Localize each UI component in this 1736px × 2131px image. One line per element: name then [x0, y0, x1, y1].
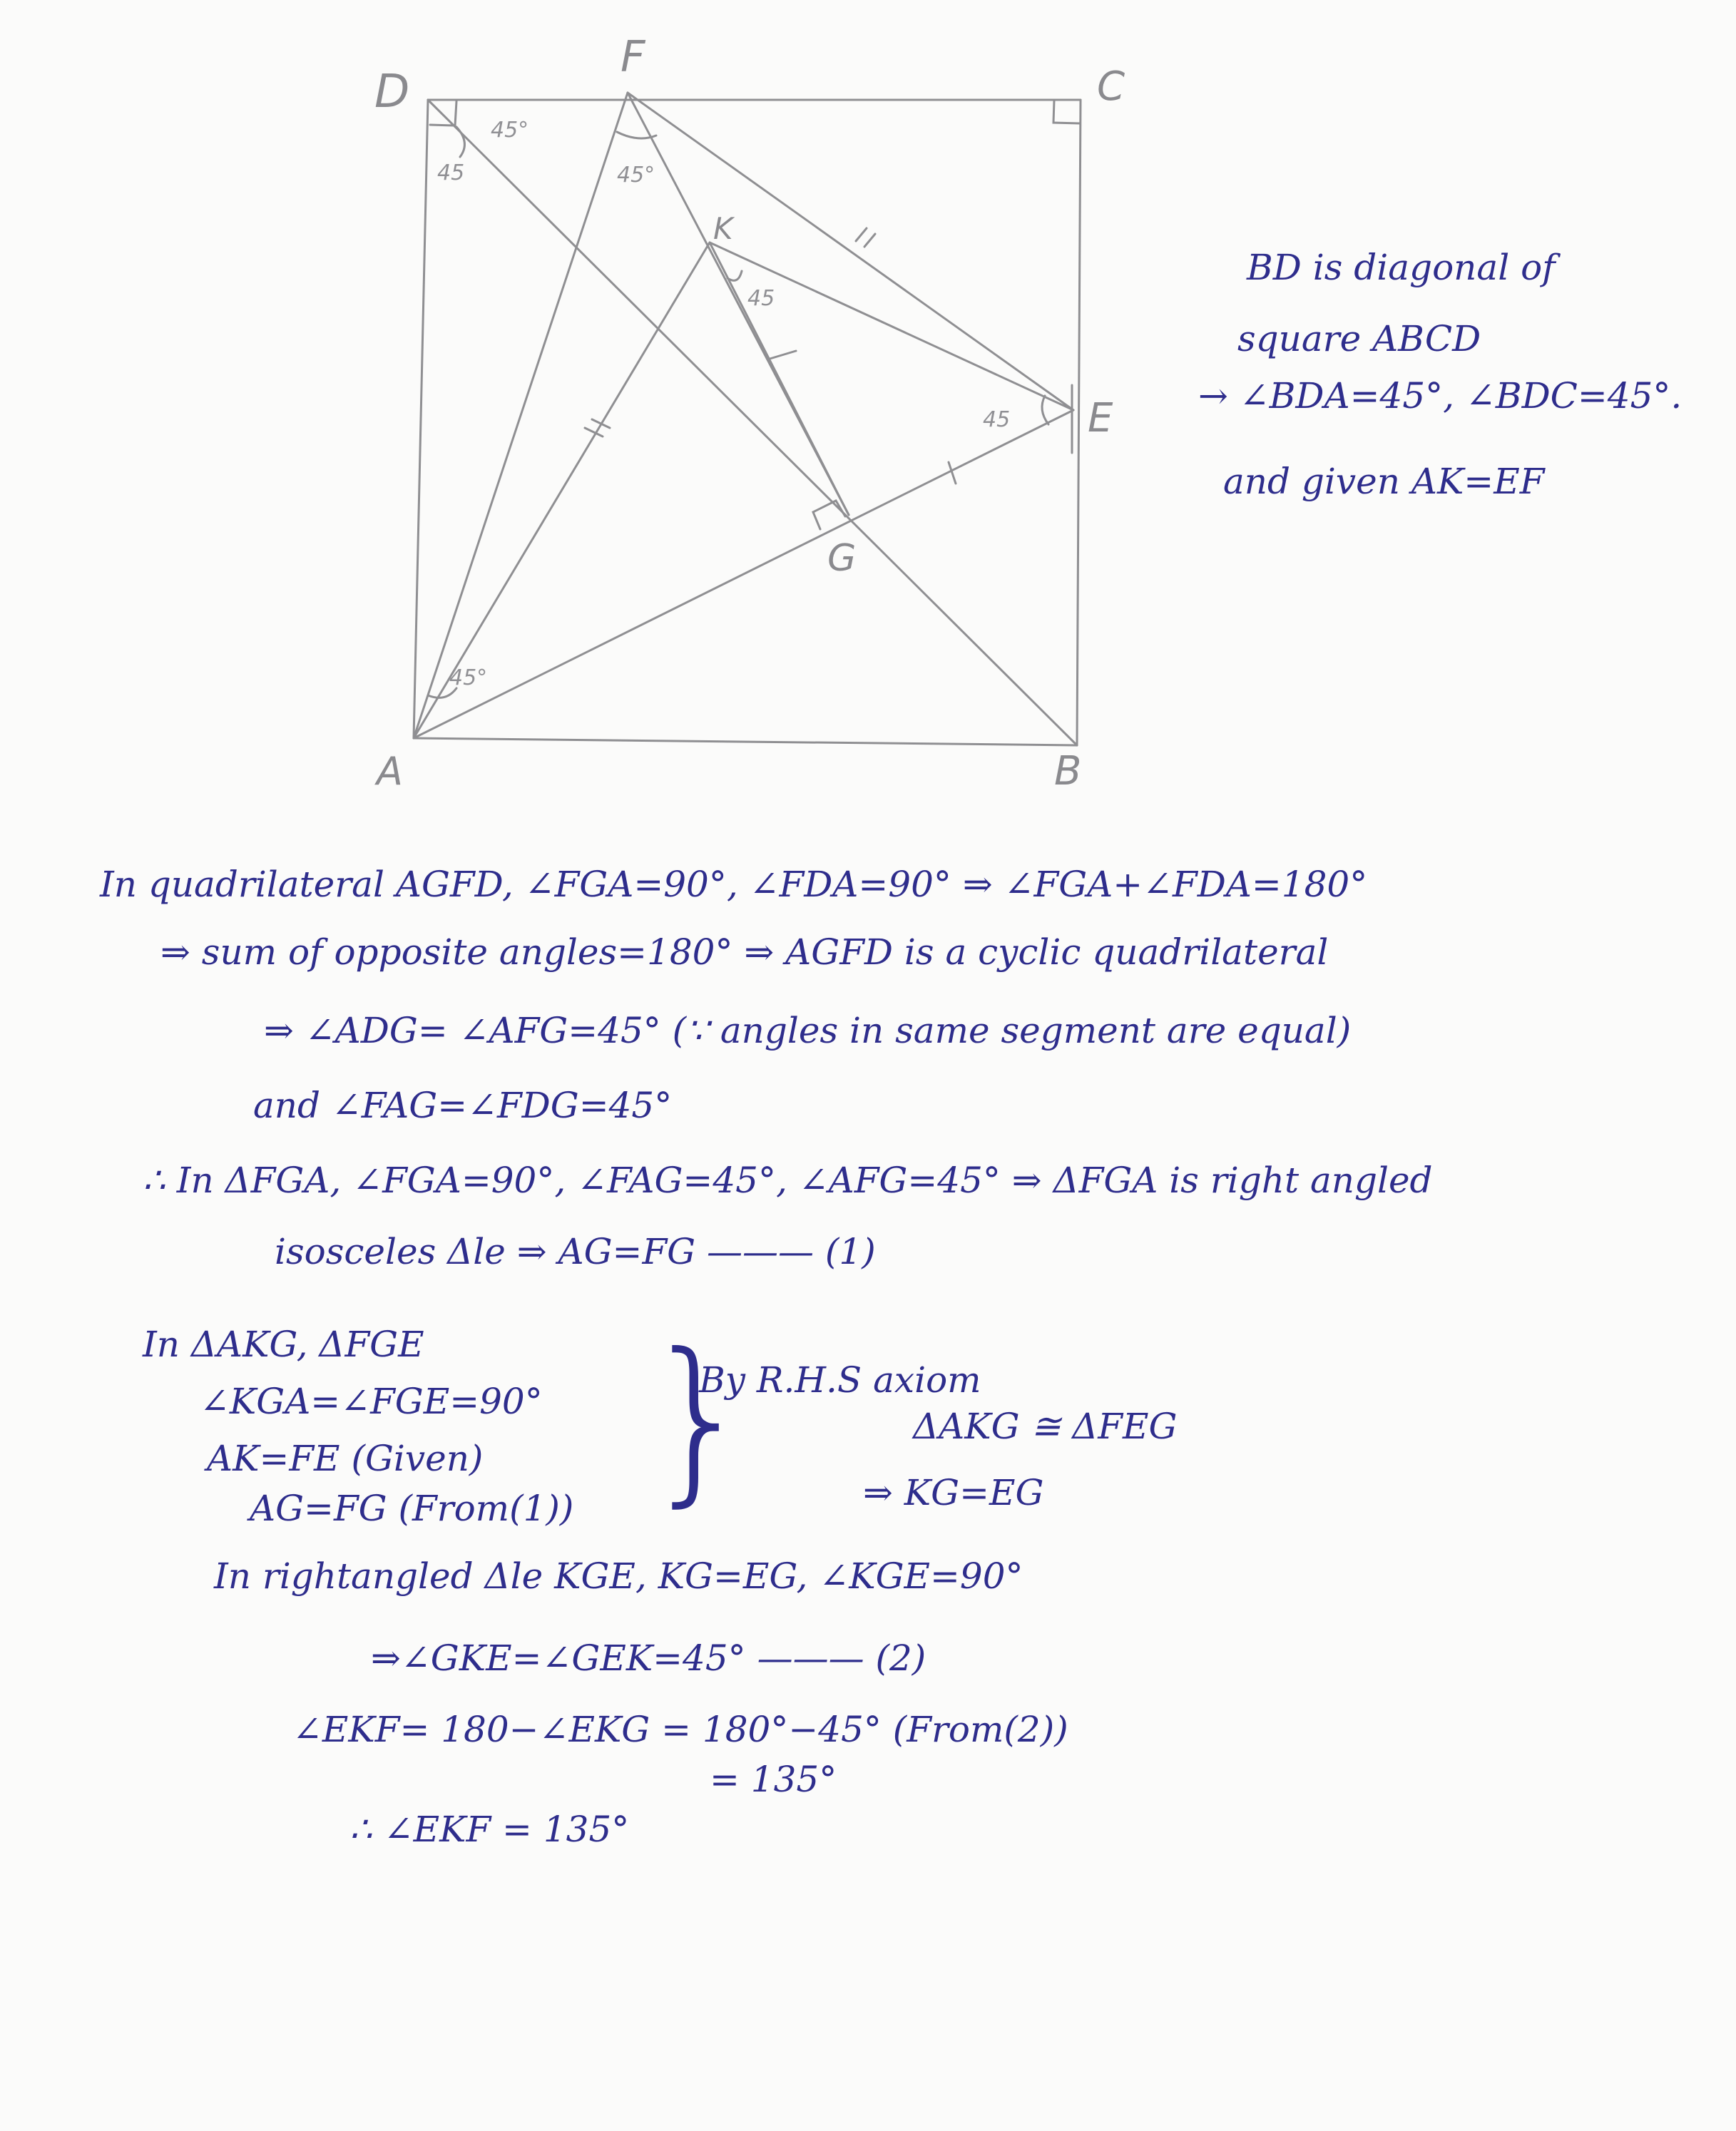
side-cb	[1077, 100, 1081, 745]
vertex-label-e: E	[1088, 395, 1113, 441]
angle-label-k: 45	[747, 286, 775, 311]
vertex-label-g: G	[827, 537, 857, 580]
diagonal-bd	[428, 100, 1077, 745]
angle-arc-d	[456, 127, 464, 157]
proof-line-5: ∴ In ΔFGA, ∠FGA=90°, ∠FAG=45°, ∠AFG=45° ⇒ ΔFGA is right angled	[143, 1160, 1433, 1201]
proof-line-6: isosceles Δle ⇒ AG=FG ——— (1)	[275, 1231, 876, 1272]
tick-ge	[949, 462, 956, 484]
proof-line-9: AK=FE (Given)	[207, 1438, 484, 1479]
proof-line-11: By R.H.S axiom	[699, 1359, 981, 1401]
side-note-line-2: square ABCD	[1237, 318, 1481, 359]
side-note-line-1: BD is diagonal of	[1247, 247, 1556, 288]
vertex-label-b: B	[1054, 748, 1082, 794]
vertex-label-f: F	[621, 32, 645, 82]
segment-ke	[710, 242, 1073, 410]
proof-line-1: In quadrilateral AGFD, ∠FGA=90°, ∠FDA=90° ⇒ ∠FGA+∠FDA=180°	[100, 864, 1368, 905]
angle-arc-k	[727, 271, 742, 280]
segment-kg	[710, 242, 849, 515]
proof-line-12: ΔAKG ≅ ΔFEG	[913, 1406, 1178, 1447]
vertex-label-c: C	[1097, 63, 1125, 110]
angle-label-a: 45°	[449, 665, 488, 690]
proof-line-10: AG=FG (From(1))	[250, 1488, 574, 1529]
proof-line-13: ⇒ KG=EG	[863, 1472, 1044, 1513]
angle-label-e: 45	[983, 407, 1011, 432]
tick-fe-2	[864, 234, 875, 247]
proof-line-15: ⇒∠GKE=∠GEK=45° ——— (2)	[371, 1637, 926, 1679]
proof-line-8: ∠KGA=∠FGE=90°	[200, 1381, 543, 1422]
proof-line-3: ⇒ ∠ADG= ∠AFG=45° (∵ angles in same segment are equal)	[264, 1010, 1352, 1051]
geometry-figure	[0, 0, 1736, 842]
proof-line-17: = 135°	[710, 1759, 837, 1800]
side-ab	[414, 738, 1077, 745]
segment-af	[414, 93, 628, 738]
proof-line-14: In rightangled Δle KGE, KG=EG, ∠KGE=90°	[214, 1555, 1023, 1597]
angle-label-d-upper: 45°	[491, 118, 529, 143]
tick-kg	[767, 351, 796, 359]
vertex-label-d: D	[374, 66, 410, 118]
right-angle-mark-c	[1053, 101, 1080, 123]
brace: }	[642, 1315, 756, 1523]
vertex-label-k: K	[713, 211, 733, 246]
proof-line-18: ∴ ∠EKF = 135°	[349, 1809, 630, 1850]
tick-fe	[856, 228, 867, 241]
vertex-label-a: A	[377, 749, 403, 794]
proof-line-2: ⇒ sum of opposite angles=180° ⇒ AGFD is a cyclic quadrilateral	[160, 931, 1329, 973]
segment-fe	[628, 93, 1073, 410]
side-da	[414, 100, 428, 738]
angle-label-d-lower: 45	[437, 160, 465, 185]
proof-line-4: and ∠FAG=∠FDG=45°	[253, 1085, 673, 1126]
side-note-line-3: → ∠BDA=45°, ∠BDC=45°.	[1198, 375, 1683, 417]
side-note-line-4: and given AK=EF	[1223, 461, 1545, 502]
angle-label-f: 45°	[617, 163, 655, 188]
proof-line-16: ∠EKF= 180−∠EKG = 180°−45° (From(2))	[292, 1709, 1068, 1750]
angle-arc-e	[1042, 396, 1048, 424]
proof-line-7: In ΔAKG, ΔFGE	[143, 1324, 424, 1365]
